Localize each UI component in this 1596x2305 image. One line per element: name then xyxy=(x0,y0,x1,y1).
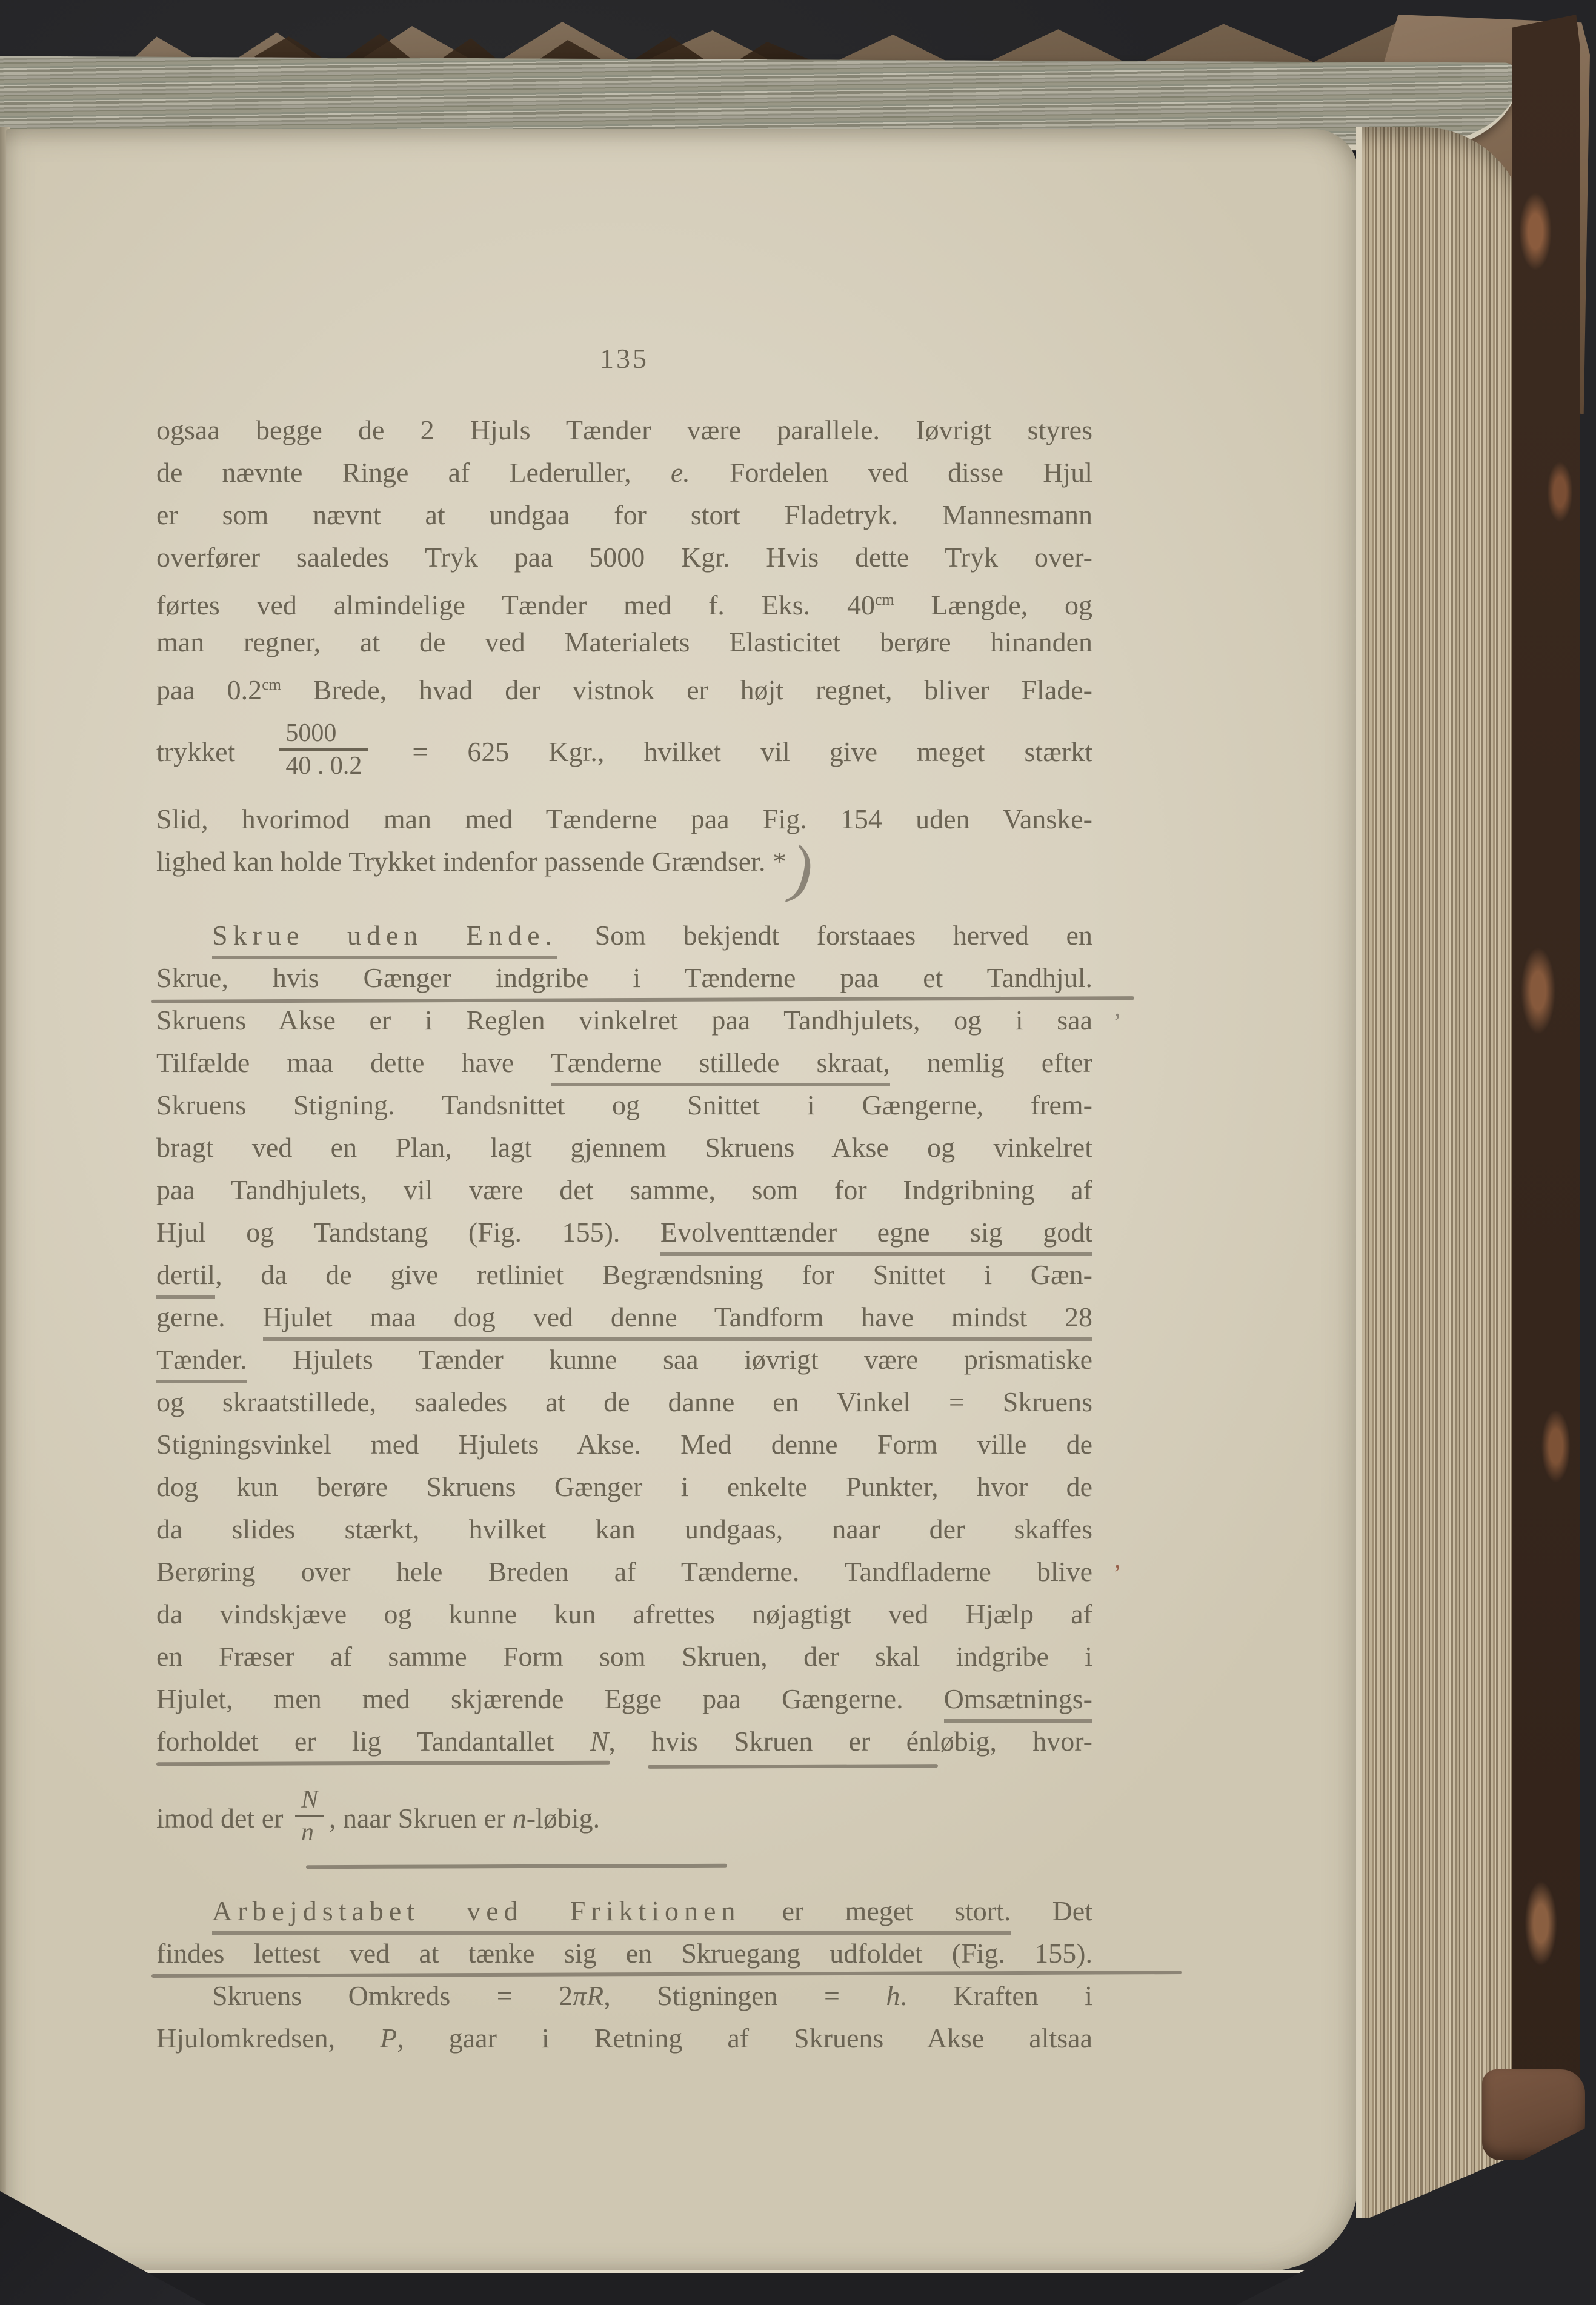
text-line xyxy=(156,957,1092,999)
text-segment: , da de give retliniet Begrændsning for Snittet i Gæn- xyxy=(215,1259,1092,1290)
underlined-text-segment: Tænderne stillede skraat, xyxy=(551,1047,890,1086)
text-line xyxy=(156,664,1092,706)
fraction-denominator: n xyxy=(295,1815,324,1846)
text-segment: paa Tandhjulets, vil være det samme, som for Indgribning af xyxy=(156,1174,1092,1205)
text-segment: , Stigningen = xyxy=(603,1980,886,2011)
inline-fraction xyxy=(279,720,368,780)
text-segment: h xyxy=(886,1980,900,2011)
text-line xyxy=(156,1720,1092,1763)
text-segment: . Kraften i xyxy=(900,1980,1092,2011)
page-number: 135 xyxy=(600,343,649,374)
text-line xyxy=(156,451,1092,494)
text-segment: er som nævnt at undgaa for stort Fladetryk. Mannesmann xyxy=(156,499,1092,530)
text-segment: = 625 Kgr., hvilket vil give meget stærkt xyxy=(373,736,1092,767)
text-line xyxy=(156,999,1122,1042)
text-line xyxy=(156,1975,1092,2017)
underlined-text-segment: Omsætnings- xyxy=(944,1683,1092,1723)
text-segment: Tilfælde maa dette have xyxy=(156,1047,551,1078)
text-segment: Skruens Akse er i Reglen vinkelret paa Tandhjulets, og i saa xyxy=(156,1005,1092,1036)
text-segment: -løbig. xyxy=(526,1803,600,1834)
text-segment: Skrue, hvis Gænger indgribe i Tænderne paa et Tandhjul. xyxy=(156,962,1092,993)
text-line xyxy=(156,1126,1092,1169)
text-line xyxy=(156,1890,1092,1932)
text-segment: ogsaa begge de 2 Hjuls Tænder være parallele. Iøvrigt styres xyxy=(156,414,1092,445)
text-segment: Fordelen ved disse Hjul xyxy=(690,457,1092,488)
text-segment: cm xyxy=(874,591,894,608)
text-line xyxy=(156,1296,1092,1339)
page-text-block xyxy=(156,409,1122,2060)
text-segment: Hjul og Tandstang (Fig. 155). xyxy=(156,1217,660,1248)
pencil-parenthesis-mark: ) xyxy=(783,832,822,908)
text-line xyxy=(156,1593,1092,1635)
text-segment: Stigningsvinkel med Hjulets Akse. Med denne Form ville de xyxy=(156,1429,1092,1460)
underlined-text-segment: er meget stort. xyxy=(740,1895,1011,1935)
text-segment: πR xyxy=(573,1980,604,2011)
underlined-text-segment: Evolventtænder egne sig godt xyxy=(660,1217,1092,1256)
text-segment: da vindskjæve og kunne kun afrettes nøjagtigt ved Hjælp af xyxy=(156,1598,1092,1629)
text-line xyxy=(156,579,1092,621)
text-line xyxy=(156,1466,1092,1508)
text-segment: , gaar i Retning af Skruens Akse altsaa xyxy=(397,2023,1092,2054)
text-line xyxy=(156,1381,1092,1423)
text-line xyxy=(156,1084,1092,1126)
text-line xyxy=(156,536,1092,579)
underlined-text-segment: Arbejdstabet ved Friktionen xyxy=(212,1895,740,1935)
text-segment: en Fræser af samme Form som Skruen, der skal indgribe i xyxy=(156,1641,1092,1672)
inline-fraction xyxy=(295,1786,324,1846)
text-segment: nemlig efter xyxy=(889,1047,1093,1078)
text-line xyxy=(156,1932,1092,1975)
text-segment: Slid, hvorimod man med Tænderne paa Fig. 154 uden Vanske- xyxy=(156,803,1092,834)
text-segment: n xyxy=(512,1803,527,1834)
text-line xyxy=(156,1635,1092,1678)
text-segment: paa 0.2 xyxy=(156,674,262,705)
fraction-numerator: N xyxy=(301,1785,319,1814)
pencil-margin-mark: ’ xyxy=(1113,1009,1122,1037)
page-stack-right-edge xyxy=(1356,127,1526,2218)
text-segment: Hjulomkredsen, xyxy=(156,2023,381,2054)
underlined-text-segment: Hjulet maa dog ved denne Tandform have mindst 28 xyxy=(263,1302,1093,1341)
text-segment: Hjulets Tænder kunne saa iøvrigt være prismatiske xyxy=(247,1344,1092,1375)
text-segment: , naar Skruen er xyxy=(329,1803,513,1834)
fraction-numerator: 5000 xyxy=(285,719,337,747)
underlined-text-segment: Tænder. xyxy=(156,1344,247,1383)
text-segment: Som bekjendt forstaaes herved en xyxy=(557,920,1092,951)
text-line xyxy=(156,621,1092,664)
text-line xyxy=(156,706,1092,798)
text-segment: trykket xyxy=(156,736,275,767)
text-line xyxy=(156,1423,1092,1466)
text-line xyxy=(156,1169,1092,1211)
text-line xyxy=(156,1551,1122,1593)
text-segment: N xyxy=(590,1726,609,1757)
text-segment: gerne. xyxy=(156,1302,263,1332)
text-segment: P xyxy=(380,2023,397,2054)
text-line xyxy=(156,494,1092,536)
text-segment: de nævnte Ringe af Lederuller, xyxy=(156,457,671,488)
text-segment: Berøring over hele Breden af Tænderne. Tandfladerne blive xyxy=(156,1556,1092,1587)
text-line xyxy=(156,1042,1092,1084)
text-segment: Det xyxy=(1011,1895,1092,1926)
text-segment: Hjulet, men med skjærende Egge paa Gængerne. xyxy=(156,1683,944,1714)
text-line xyxy=(156,914,1092,957)
text-segment: forholdet er lig Tandantallet xyxy=(156,1726,590,1757)
text-line xyxy=(156,2017,1092,2060)
text-line xyxy=(156,1211,1092,1254)
text-segment: e. xyxy=(670,457,690,488)
text-line xyxy=(156,1508,1092,1551)
pencil-underline-stroke xyxy=(156,1761,610,1766)
text-line xyxy=(156,1339,1092,1381)
pencil-underline-stroke xyxy=(648,1764,938,1769)
text-segment: førtes ved almindelige Tænder med f. Eks. 40 xyxy=(156,590,875,620)
text-line xyxy=(156,1254,1092,1296)
fraction-denominator: 40 . 0.2 xyxy=(279,748,368,780)
underlined-text-segment: dertil xyxy=(156,1259,215,1299)
text-segment: Brede, hvad der vistnok er højt regnet, bliver Flade- xyxy=(281,674,1092,705)
text-segment: da slides stærkt, hvilket kan undgaas, naar der skaffes xyxy=(156,1514,1092,1545)
text-segment: dog kun berøre Skruens Gænger i enkelte Punkter, hvor de xyxy=(156,1471,1092,1502)
text-segment: findes lettest ved at tænke sig en Skruegang udfoldet (Fig. 155). xyxy=(156,1938,1092,1969)
text-segment: imod det er xyxy=(156,1803,290,1834)
book-binding-right xyxy=(1512,15,1580,2184)
text-segment: bragt ved en Plan, lagt gjennem Skruens Akse og vinkelret xyxy=(156,1132,1092,1163)
text-line xyxy=(156,832,1092,908)
text-segment: overfører saaledes Tryk paa 5000 Kgr. Hvis dette Tryk over- xyxy=(156,542,1092,573)
text-line xyxy=(156,409,1092,451)
text-segment: Skruens Omkreds = 2 xyxy=(212,1980,573,2011)
text-segment: , hvis Skruen er énløbig, hvor- xyxy=(608,1726,1092,1757)
text-line xyxy=(156,798,1092,840)
text-segment: Skruens Stigning. Tandsnittet og Snittet i Gængerne, frem- xyxy=(156,1089,1092,1120)
text-segment: og skraatstillede, saaledes at de danne en Vinkel = Skruens xyxy=(156,1386,1092,1417)
pencil-margin-mark: ’ xyxy=(1113,1560,1122,1588)
underlined-text-segment: Skrue uden Ende. xyxy=(212,920,557,959)
text-line xyxy=(156,1678,1092,1720)
text-segment: Længde, og xyxy=(894,590,1092,620)
pencil-underline-stroke xyxy=(306,1864,727,1869)
text-segment: cm xyxy=(262,676,281,693)
text-line xyxy=(156,1772,1092,1864)
text-segment: lighed kan holde Trykket indenfor passende Grændser. * xyxy=(156,846,786,877)
book-page xyxy=(6,129,1358,2271)
text-segment: man regner, at de ved Materialets Elasticitet berøre hinanden xyxy=(156,627,1092,657)
